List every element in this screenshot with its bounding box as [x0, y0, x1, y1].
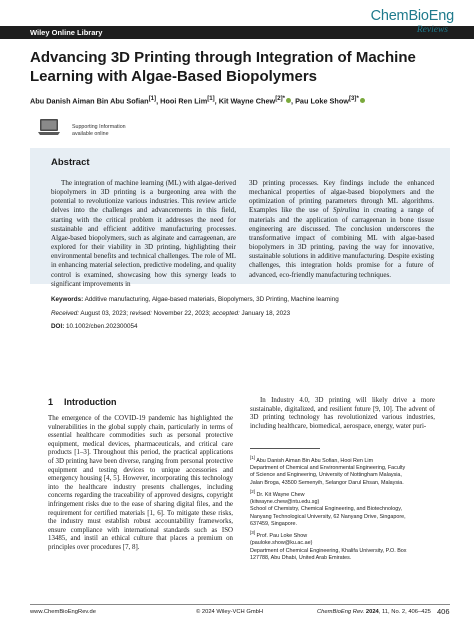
abstract-column-right: [249, 179, 434, 280]
page-number: 406: [437, 607, 450, 616]
journal-logo-sub: Reviews: [416, 25, 448, 35]
footnote-2: [2] Dr. Kit Wayne Chew (kitwayne.chew@ntu.edu.sg) School of Chemistry, Chemical Engineering, and Biotechnology, Nanyang Technological University, 62 Nanyang Drive, Singapore, 637459, Singapore.: [250, 488, 450, 528]
corresponding-mark: *: [282, 95, 285, 102]
article-title: Advancing 3D Printing through Integration of Machine Learning with Algae-Based Biopolymers: [30, 49, 416, 85]
author-name[interactable]: Hooi Ren Lim: [160, 96, 208, 106]
doi: DOI: 10.1002/cben.202300054: [51, 323, 138, 330]
supporting-information-icon[interactable]: [38, 118, 60, 136]
author-name[interactable]: Pau Loke Show: [295, 96, 349, 106]
body-paragraph: The emergence of the COVID-19 pandemic has highlighted the vulnerabilities in the global supply chain, particularly in terms of essential healthcare commodities such as personal protective equipment, medical devices, pharmaceuticals, and critical care products [1–3]. Throughout this period, the practical applications of 3D printing have been diverse, ranging from personal protective equipment and testing devices to unique accessories and emergency housing [4, 5]. However, incorporating this technology into the healthcare industry presents challenges, including concerns regarding the traceability of approved designs, copyright infringement risks due to the ease of sharing digital files, and the requirement for certified materials [1, 6]. To mitigate these risks, the industry must establish robust accountability frameworks, ensure compliance with international standards such as ISO 13485, and instil an ethical culture that places a premium on principles over procedures [7, 8].: [48, 415, 233, 551]
journal-logo[interactable]: [370, 8, 454, 42]
copyright: © 2024 Wiley-VCH GmbH: [196, 609, 264, 615]
author-affiliation: [1]: [148, 95, 157, 102]
footnote-3: [3] Prof. Pau Loke Show (pauloke.show@ku.ac.ae) Department of Chemical Engineering, Khalifa University, P.O. Box 127788, Abu Dhabi, United Arab Emirates.: [250, 529, 450, 562]
keywords: Keywords: Additive manufacturing, Algae-based materials, Biopolymers, 3D Printing, Machine learning: [51, 296, 339, 303]
doi-link[interactable]: 10.1002/cben.202300054: [66, 323, 138, 330]
footnote-1: [1] Abu Danish Aiman Bin Abu Sofian, Hooi Ren Lim Department of Chemical and Environmental Engineering, Faculty of Science and Engineering, University of Nottingham Malaysia, Jalan Broga, 43500 Semenyih, Selangor Darul Ehsan, Malaysia.: [250, 455, 406, 486]
intro-column-left: [48, 415, 233, 553]
abstract-box: [30, 148, 450, 288]
author-name[interactable]: Kit Wayne Chew: [218, 96, 276, 106]
citation: ChemBioEng Rev. 2024, 11, No. 2, 406–425: [317, 609, 431, 615]
body-paragraph: In Industry 4.0, 3D printing will likely drive a more sustainable, digitalized, and resilient future [9, 10]. The advent of 3D printing technology has revolutionized various industries, including healthcare, biomedical, aerospace, energy, water puri-: [250, 397, 435, 430]
author-affiliation: [1]: [207, 95, 215, 102]
author-name[interactable]: Abu Danish Aiman Bin Abu Sofian: [30, 96, 149, 106]
author-list: Abu Danish Aiman Bin Abu Sofian[1], Hooi Ren Lim[1], Kit Wayne Chew$^{[2]*}$ , Pau Loke Show$^{[3]*}$: [30, 95, 460, 105]
abstract-text: The integration of machine learning (ML) with algae-derived biopolymers in 3D printing is a burgeoning area with the potential to revolutionize various industries. This review article delves into the challenges and advancements in this field, starting with the critical problem it addresses the need for sustainable and efficient additive manufacturing processes. Algae-based biopolymers, such as alginate and carrageenan, are explored for their viability in 3D printing, highlighting their environmental benefits and technical challenges. The role of ML in enhancing material selection, predictive modeling, and quality control is examined, showcasing how this synergy leads to significant improvements in: [51, 179, 236, 288]
supporting-information-note[interactable]: Supporting Information available online: [72, 124, 126, 137]
corresponding-mark: *: [356, 95, 359, 102]
footer-divider: [30, 604, 450, 605]
abstract-text: 3D printing processes. Key findings include the enhanced mechanical properties of algae-based biopolymers and the optimization of printing parameters through ML algorithms. Examples like the use of Spirulina in creating a range of materials and the application of carrageenan in bone tissue engineering are discussed. The conclusion underscores the transformative impact of combining ML with algae-based biopolymers in 3D printing, paving the way for innovative, sustainable solutions in additive manufacturing. Despite existing challenges, this integration holds promise for a future of advanced, eco-friendly manufacturing techniques.: [249, 179, 435, 279]
author-affiliation: [3]: [349, 95, 357, 102]
journal-logo-main: ChemBioEng: [370, 8, 454, 24]
email-link[interactable]: (pauloke.show@ku.ac.ae): [250, 540, 313, 547]
intro-column-right: [250, 397, 435, 431]
abstract-column-left: [51, 179, 236, 289]
journal-url[interactable]: www.ChemBioEngRev.de: [30, 609, 96, 615]
publisher-name[interactable]: Wiley Online Library: [30, 28, 103, 37]
footnote-divider: [250, 448, 320, 449]
affiliation-footnotes: [250, 454, 450, 563]
section-title: Introduction: [64, 397, 117, 407]
section-number: 1: [48, 397, 54, 407]
orcid-icon[interactable]: [360, 98, 365, 103]
article-history: Received: August 03, 2023; revised: November 22, 2023; accepted: January 18, 2023: [51, 310, 291, 317]
author-affiliation: [2]: [275, 95, 283, 102]
abstract-heading: Abstract: [51, 157, 90, 168]
email-link[interactable]: (kitwayne.chew@ntu.edu.sg): [250, 499, 320, 506]
